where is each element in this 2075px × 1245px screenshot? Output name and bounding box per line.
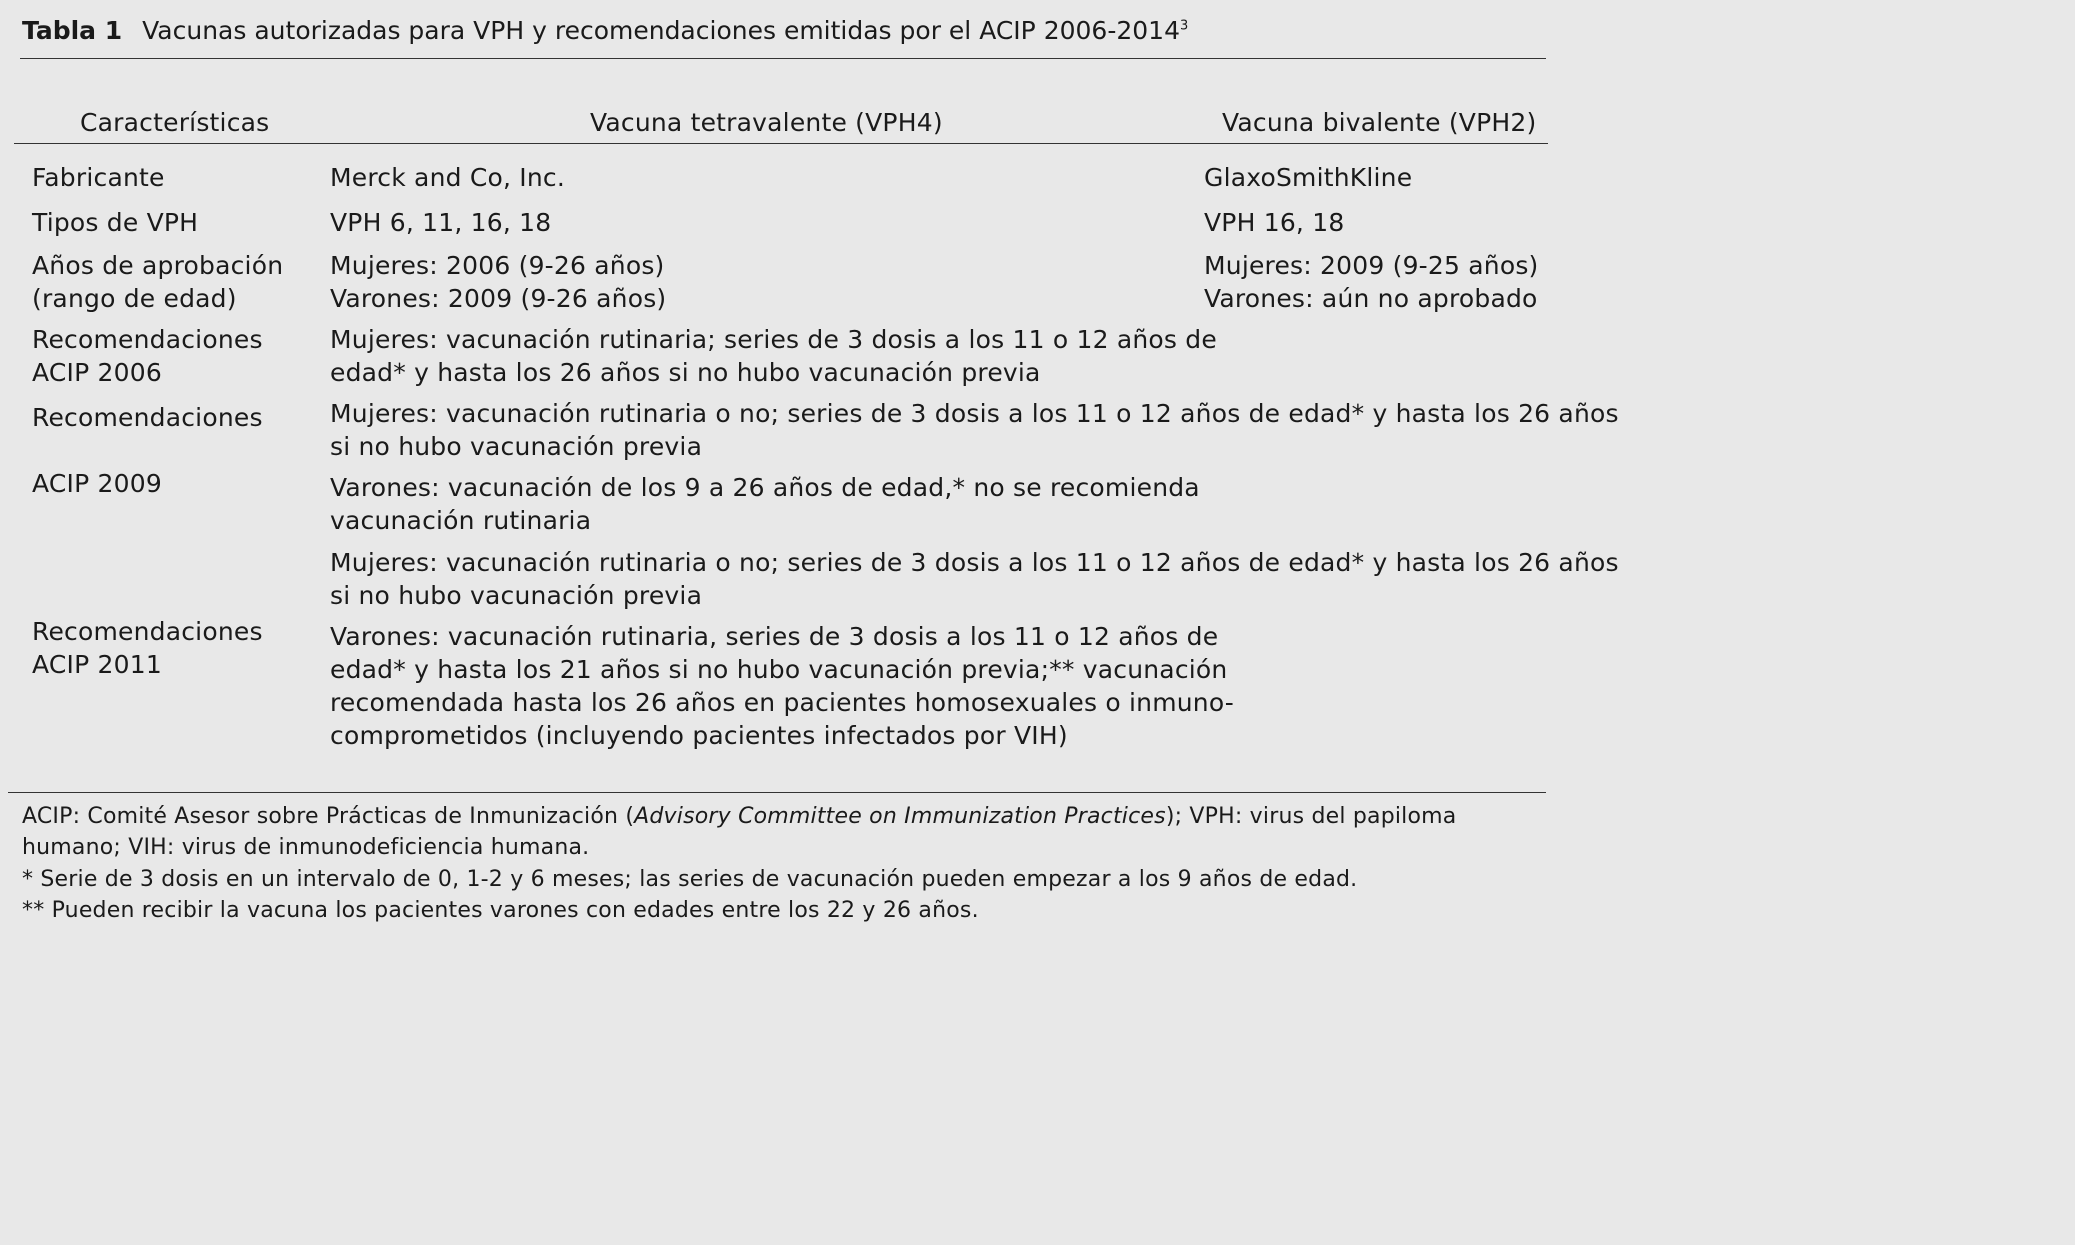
acip2011-men-4: comprometidos (incluyendo pacientes infectados por VIH) <box>330 721 1068 750</box>
table-caption <box>22 14 1188 48</box>
header-rule <box>14 143 1548 144</box>
acip2011-women-2: si no hubo vacunación previa <box>330 581 703 610</box>
vph4-approval-men: Varones: 2009 (9-26 años) <box>330 284 667 313</box>
acip2006-text-2: edad* y hasta los 26 años si no hubo vacunación previa <box>330 358 1041 387</box>
header-vph2: Vacuna bivalente (VPH2) <box>1222 108 1537 137</box>
acip2009-women-2: si no hubo vacunación previa <box>330 432 703 461</box>
row-label-acip2009-2: ACIP 2009 <box>32 469 162 498</box>
row-label-manufacturer: Fabricante <box>32 163 165 192</box>
row-label-approval-2: (rango de edad) <box>32 284 237 313</box>
row-label-types: Tipos de VPH <box>32 208 199 237</box>
vph2-approval-men: Varones: aún no aprobado <box>1204 284 1538 313</box>
acip2009-men-1: Varones: vacunación de los 9 a 26 años de edad,* no se recomienda <box>330 473 1200 502</box>
title-rule <box>20 58 1546 59</box>
vph2-types: VPH 16, 18 <box>1204 208 1345 237</box>
row-label-acip2011-2: ACIP 2011 <box>32 650 162 679</box>
vph2-manufacturer: GlaxoSmithKline <box>1204 163 1413 192</box>
table-label: Tabla 1 <box>22 16 123 45</box>
acip2006-text-1: Mujeres: vacunación rutinaria; series de 3 dosis a los 11 o 12 años de <box>330 325 1217 354</box>
vph2-approval-women: Mujeres: 2009 (9-25 años) <box>1204 251 1539 280</box>
acip2009-men-2: vacunación rutinaria <box>330 506 592 535</box>
footnote-abbreviations-line2: humano; VIH: virus de inmunodeficiencia humana. <box>22 835 590 860</box>
table-caption-text: Vacunas autorizadas para VPH y recomendaciones emitidas por el ACIP 2006-2014 <box>142 16 1180 45</box>
acip2011-men-3: recomendada hasta los 26 años en pacientes homosexuales o inmuno- <box>330 688 1235 717</box>
footnote-abbr-post: ); VPH: virus del papiloma <box>1165 804 1457 829</box>
vph4-manufacturer: Merck and Co, Inc. <box>330 163 565 192</box>
header-vph4: Vacuna tetravalente (VPH4) <box>590 108 943 137</box>
footnote-asterisk: * Serie de 3 dosis en un intervalo de 0, 1-2 y 6 meses; las series de vacunación pueden empezar a los 9 años de edad. <box>22 867 1358 892</box>
row-label-acip2006-1: Recomendaciones <box>32 325 263 354</box>
header-features: Características <box>80 108 270 137</box>
acip2011-men-1: Varones: vacunación rutinaria, series de 3 dosis a los 11 o 12 años de <box>330 622 1219 651</box>
acip2009-women-1: Mujeres: vacunación rutinaria o no; series de 3 dosis a los 11 o 12 años de edad* y hasta los 26 años <box>330 399 1619 428</box>
footnote-abbreviations <box>22 801 1456 832</box>
row-label-acip2009-1: Recomendaciones <box>32 403 263 432</box>
acip2011-men-2: edad* y hasta los 21 años si no hubo vacunación previa;** vacunación <box>330 655 1228 684</box>
caption-reference: 3 <box>1179 18 1189 34</box>
vph4-types: VPH 6, 11, 16, 18 <box>330 208 552 237</box>
footnote-abbr-pre: ACIP: Comité Asesor sobre Prácticas de Inmunización ( <box>22 804 635 829</box>
row-label-acip2006-2: ACIP 2006 <box>32 358 162 387</box>
row-label-approval-1: Años de aprobación <box>32 251 284 280</box>
footnote-double-asterisk: ** Pueden recibir la vacuna los pacientes varones con edades entre los 22 y 26 años. <box>22 898 979 923</box>
footnote-abbr-italic: Advisory Committee on Immunization Practices <box>634 804 1166 829</box>
acip2011-women-1: Mujeres: vacunación rutinaria o no; series de 3 dosis a los 11 o 12 años de edad* y hasta los 26 años <box>330 548 1619 577</box>
vph4-approval-women: Mujeres: 2006 (9-26 años) <box>330 251 665 280</box>
footer-rule <box>8 792 1546 793</box>
row-label-acip2011-1: Recomendaciones <box>32 617 263 646</box>
